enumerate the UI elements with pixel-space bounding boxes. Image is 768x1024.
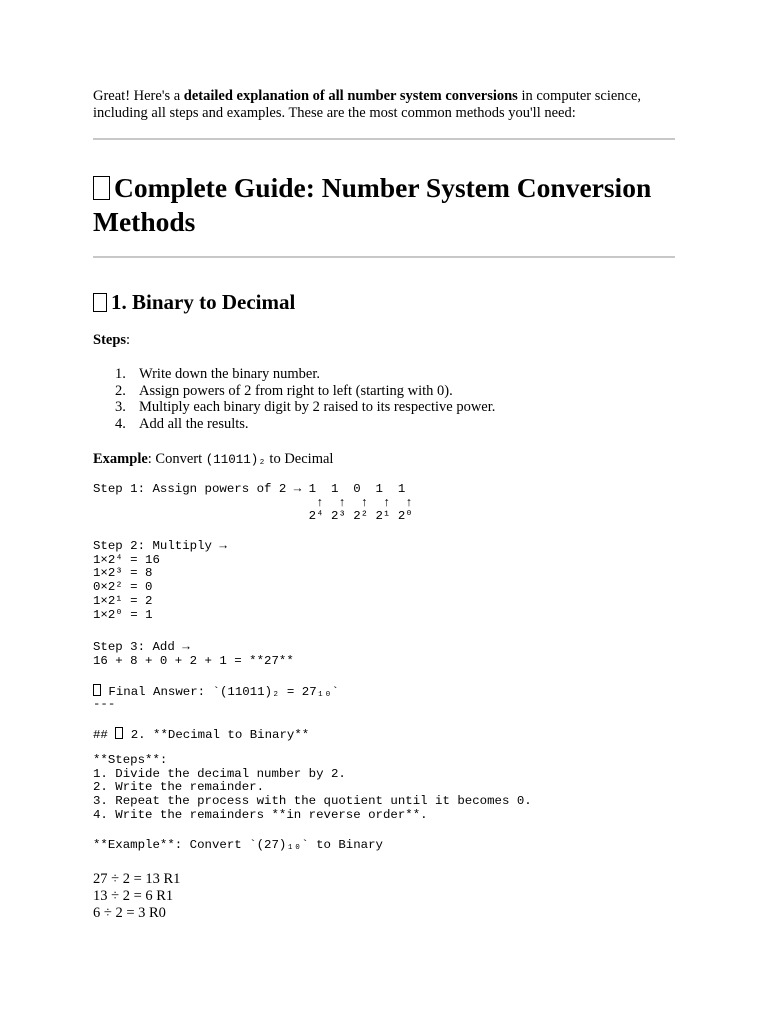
code-block-steps: **Steps**: 1. Divide the decimal number by 2. 2. Write the remainder. 3. Repeat the process with the quotient until it becomes 0. 4. Write the remainders **in reverse order**. — [93, 753, 532, 822]
steps-label-line — [93, 332, 130, 349]
missing-glyph-icon — [93, 176, 110, 200]
section-heading-text: 1. Binary to Decimal — [111, 290, 296, 314]
list-item-text: Write down the binary number. — [139, 366, 321, 382]
list-item — [93, 366, 495, 383]
missing-glyph-icon — [93, 293, 107, 312]
example-text: : Convert — [147, 451, 206, 467]
list-item-number: 4. — [115, 416, 126, 433]
division-line: 6 ÷ 2 = 3 R0 — [93, 905, 166, 921]
steps-colon: : — [126, 332, 131, 348]
final-answer-text: Final Answer: `(11011)₂ = 27₁₀` — [101, 685, 339, 699]
intro-rest: in computer science, including all steps and examples. These are the most common methods you'll need: — [93, 88, 642, 121]
steps-list — [93, 366, 495, 433]
code-block-step3: Step 3: Add → 16 + 8 + 0 + 2 + 1 = **27** — [93, 640, 294, 668]
division-line: 27 ÷ 2 = 13 R1 — [93, 871, 181, 887]
code-block-step1: Step 1: Assign powers of 2 → 1 1 0 1 1 ↑ ↑ ↑ ↑ ↑ 2⁴ 2³ 2² 2¹ 2⁰ — [93, 482, 413, 524]
code-heading-2 — [93, 727, 309, 743]
code-divider: --- — [93, 697, 116, 711]
example-line — [93, 451, 333, 469]
list-item-number: 1. — [115, 366, 126, 382]
code-block-example: **Example**: Convert `(27)₁₀` to Binary — [93, 838, 383, 852]
division-line: 13 ÷ 2 = 6 R1 — [93, 888, 174, 904]
list-item-number: 2. — [115, 382, 126, 399]
page-title — [93, 171, 675, 239]
steps-label: Steps — [93, 332, 127, 348]
list-item-number: 3. — [115, 399, 126, 416]
example-tail: to Decimal — [265, 451, 334, 467]
example-code: (11011)₂ — [205, 453, 266, 467]
divider — [93, 138, 675, 140]
code-block-step2: Step 2: Multiply → 1×2⁴ = 16 1×2³ = 8 0×2² = 0 1×2¹ = 2 1×2⁰ = 1 — [93, 539, 227, 622]
list-item — [93, 416, 495, 433]
list-item-text: Multiply each binary digit by 2 raised to its respective power. — [139, 399, 496, 416]
divider — [93, 256, 675, 258]
list-item-text: Assign powers of 2 from right to left (starting with 0). — [139, 382, 453, 399]
code-final-answer — [93, 684, 339, 700]
code-heading-prefix: ## — [93, 728, 116, 742]
list-item — [93, 399, 495, 416]
section-heading — [93, 289, 295, 315]
example-label: Example — [93, 451, 148, 467]
missing-glyph-icon — [93, 684, 101, 696]
list-item-text: Add all the results. — [139, 416, 249, 433]
intro-paragraph — [93, 88, 675, 122]
code-heading-text: 2. **Decimal to Binary** — [123, 728, 310, 742]
page-title-text: Complete Guide: Number System Conversion Methods — [93, 172, 652, 237]
intro-lead: Great! Here's a — [93, 88, 184, 104]
intro-bold: detailed explanation of all number system conversions — [183, 88, 518, 104]
list-item — [93, 383, 495, 400]
division-lines — [93, 871, 180, 922]
